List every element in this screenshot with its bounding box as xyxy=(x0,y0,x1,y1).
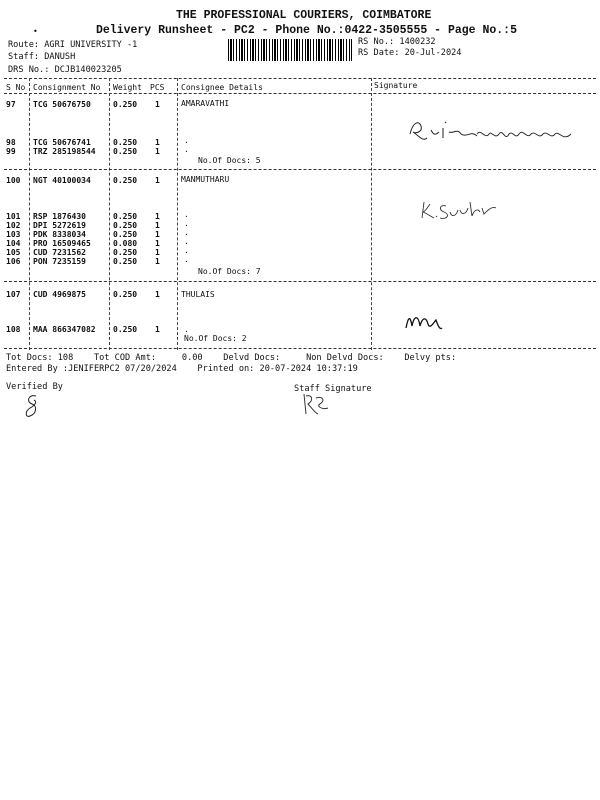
docs-count: No.Of Docs: 7 xyxy=(198,267,261,276)
weight-value: 0.250 xyxy=(113,147,138,156)
consignment-number: TRZ 285198544 xyxy=(33,147,96,156)
weight-value: 0.250 xyxy=(113,257,138,266)
weight-value: 0.250 xyxy=(113,290,138,299)
consignee-detail: . xyxy=(184,219,189,228)
consignee-detail: . xyxy=(184,255,189,264)
weight-value: 0.250 xyxy=(113,230,138,239)
barcode-icon xyxy=(228,39,352,61)
divider xyxy=(4,348,596,349)
docs-count: No.Of Docs: 5 xyxy=(198,156,261,165)
pcs-value: 1 xyxy=(155,176,160,185)
consignee-detail: . xyxy=(184,145,189,154)
consignment-number: PDK 8338034 xyxy=(33,230,86,239)
weight-value: 0.250 xyxy=(113,138,138,147)
column-divider xyxy=(177,78,178,350)
consignee-detail: . xyxy=(184,325,189,334)
table-row: 98 xyxy=(6,138,16,147)
consignment-number: RSP 1876430 xyxy=(33,212,86,221)
pcs-value: 1 xyxy=(155,221,160,230)
pcs-value: 1 xyxy=(155,239,160,248)
consignment-number: TCG 50676750 xyxy=(33,100,91,109)
col-weight: Weight xyxy=(113,83,142,92)
pcs-value: 1 xyxy=(155,212,160,221)
table-row: 108 xyxy=(6,325,21,334)
table-row: 97 xyxy=(6,100,16,109)
consignment-number: DPI 5272619 xyxy=(33,221,86,230)
weight-value: 0.250 xyxy=(113,100,138,109)
table-row: 100 xyxy=(6,176,21,185)
col-sno: S No xyxy=(6,83,26,92)
verified-by-label: Verified By xyxy=(6,382,63,392)
divider xyxy=(4,281,596,282)
table-row: 106 xyxy=(6,257,21,266)
staff-signature xyxy=(298,390,334,420)
consignee-name: AMARAVATHI xyxy=(181,99,230,108)
entered-by: Entered By :JENIFERPC2 07/20/2024 Printed on: 20-07-2024 10:37:19 xyxy=(6,364,358,374)
consignment-number: PRO 16509465 xyxy=(33,239,91,248)
signature-scribble xyxy=(402,308,452,334)
route-text: Route: AGRI UNIVERSITY -1 xyxy=(8,40,138,50)
pcs-value: 1 xyxy=(155,230,160,239)
weight-value: 0.250 xyxy=(113,221,138,230)
consignment-number: CUD 7231562 xyxy=(33,248,86,257)
rs-number: RS No.: 1400232 xyxy=(358,37,436,47)
consignment-number: NGT 40100034 xyxy=(33,176,91,185)
staff-signature-label: Staff Signature xyxy=(294,384,372,394)
totals-line: Tot Docs: 108 Tot COD Amt: 0.00 Delvd Docs: Non Delvd Docs: Delvy pts: xyxy=(6,353,457,363)
weight-value: 0.250 xyxy=(113,176,138,185)
weight-value: 0.250 xyxy=(113,248,138,257)
table-row: 103 xyxy=(6,230,21,239)
consignee-name: MANMUTHARU xyxy=(181,175,230,184)
table-row: 105 xyxy=(6,248,21,257)
consignee-detail: . xyxy=(184,136,189,145)
signature-reji xyxy=(405,112,585,152)
rs-date: RS Date: 20-Jul-2024 xyxy=(358,48,462,58)
table-row: 99 xyxy=(6,147,16,156)
consignee-detail: . xyxy=(184,210,189,219)
staff-text: Staff: DANUSH xyxy=(8,52,76,62)
signature-ksarkar xyxy=(418,196,538,226)
col-consignee: Consignee Details xyxy=(181,83,263,92)
docs-count: No.Of Docs: 2 xyxy=(184,334,247,343)
table-row: 102 xyxy=(6,221,21,230)
pcs-value: 1 xyxy=(155,100,160,109)
consignment-number: PON 7235159 xyxy=(33,257,86,266)
weight-value: 0.080 xyxy=(113,239,138,248)
pcs-value: 1 xyxy=(155,138,160,147)
divider xyxy=(4,93,596,94)
consignment-number: TCG 50676741 xyxy=(33,138,91,147)
weight-value: 0.250 xyxy=(113,325,138,334)
consignee-detail: . xyxy=(184,237,189,246)
verified-signature xyxy=(22,392,46,420)
runsheet-title: Delivery Runsheet - PC2 - Phone No.:0422-3505555 - Page No.:5 xyxy=(96,24,517,37)
pcs-value: 1 xyxy=(155,290,160,299)
consignment-number: CUD 4969875 xyxy=(33,290,86,299)
pcs-value: 1 xyxy=(155,257,160,266)
company-name: THE PROFESSIONAL COURIERS, COIMBATORE xyxy=(176,9,432,22)
column-divider xyxy=(29,78,30,350)
drs-number: DRS No.: DCJB140023205 xyxy=(8,65,122,75)
table-row: 104 xyxy=(6,239,21,248)
column-divider xyxy=(371,78,372,350)
table-row: 107 xyxy=(6,290,21,299)
weight-value: 0.250 xyxy=(113,212,138,221)
column-divider xyxy=(109,78,110,350)
pcs-value: 1 xyxy=(155,325,160,334)
bullet-dot: • xyxy=(33,27,38,36)
pcs-value: 1 xyxy=(155,147,160,156)
consignee-name: THULAIS xyxy=(181,290,215,299)
pcs-value: 1 xyxy=(155,248,160,257)
consignment-number: MAA 866347082 xyxy=(33,325,96,334)
divider xyxy=(4,78,596,79)
col-pcs: PCS xyxy=(150,83,165,92)
table-row: 101 xyxy=(6,212,21,221)
col-signature: Signature xyxy=(374,81,418,90)
divider xyxy=(4,169,596,170)
consignee-detail: . xyxy=(184,228,189,237)
consignee-detail: . xyxy=(184,246,189,255)
col-consignment: Consignment No xyxy=(33,83,101,92)
